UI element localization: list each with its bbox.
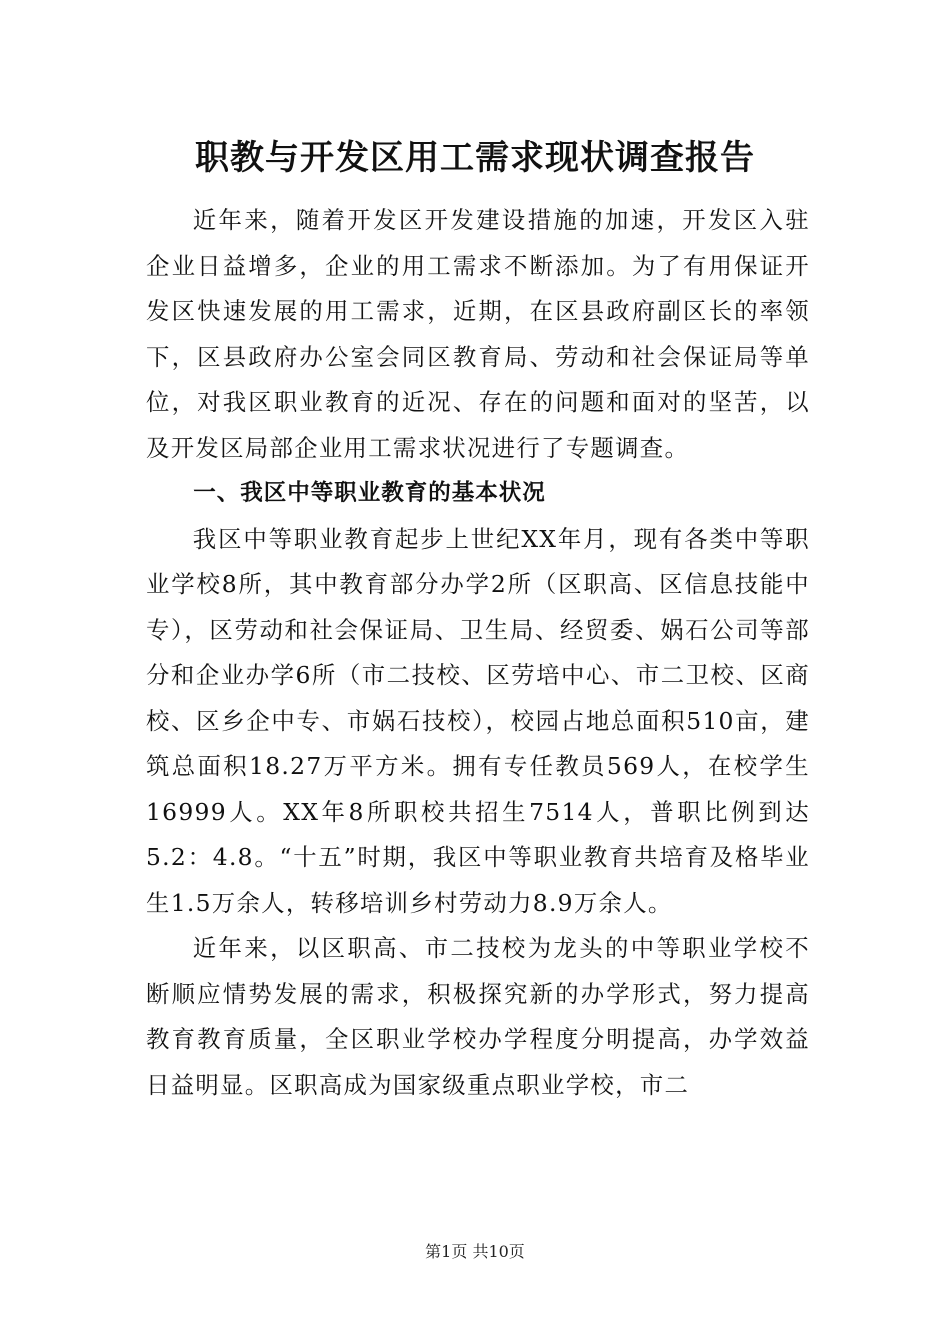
section-1-paragraph-2: 近年来，以区职高、市二技校为龙头的中等职业学校不断顺应情势发展的需求，积极探究新的办学形式，努力提高教育教育质量，全区职业学校办学程度分明提高，办学效益日益明显。区职高成为国家级重点职业学校，市二: [146, 934, 810, 1099]
document-body: [146, 198, 810, 1108]
document-title: 职教与开发区用工需求现状调查报告: [195, 138, 755, 178]
section-heading-1: 一、我区中等职业教育的基本状况: [193, 480, 546, 506]
section-1-paragraph-1: 我区中等职业教育起步上世纪XX年月，现有各类中等职业学校8所，其中教育部分办学2所（区职高、区信息技能中专），区劳动和社会保证局、卫生局、经贸委、娲石公司等部分和企业办学6所（市二技校、区劳培中心、市二卫校、区商校、区乡企中专、市娲石技校），校园占地总面积510亩，建筑总面积18.27万平方米。拥有专任教员569人，在校学生16999人。XX年8所职校共招生7514人，普职比例到达5.2：4.8。“十五”时期，我区中等职业教育共培育及格毕业生1.5万余人，转移培训乡村劳动力8.9万余人。: [146, 524, 810, 917]
intro-paragraph: 近年来，随着开发区开发建设措施的加速，开发区入驻企业日益增多，企业的用工需求不断添加。为了有用保证开发区快速发展的用工需求，近期，在区县政府副区长的率领下，区县政府办公室会同区教育局、劳动和社会保证局等单位，对我区职业教育的近况、存在的问题和面对的坚苦，以及开发区局部企业用工需求状况进行了专题调查。: [146, 206, 810, 462]
page-footer: 第1页 共10页: [425, 1242, 525, 1261]
